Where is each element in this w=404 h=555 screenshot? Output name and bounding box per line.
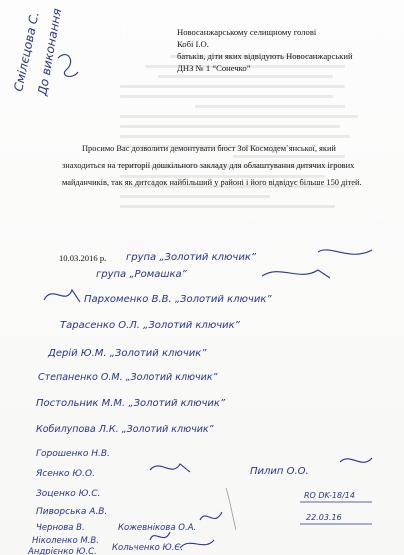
signature-1-flourish bbox=[318, 250, 372, 254]
signature-14: Чернова В. bbox=[36, 523, 85, 533]
signature-1: група „Золотий ключик” bbox=[126, 252, 257, 263]
registration-stamp bbox=[300, 491, 372, 524]
signature-7: Постольник М.М. „Золотий ключик” bbox=[36, 398, 226, 409]
signature-2: група „Ромашка” bbox=[96, 269, 187, 280]
letter-date: 10.03.2016 р. bbox=[59, 253, 107, 263]
signature-13: Пиворська А.В. bbox=[36, 507, 108, 517]
signature-5: Дерій Ю.М. „Золотий ключик” bbox=[48, 348, 207, 359]
margin-note-1: Смілєцова С. bbox=[11, 10, 42, 93]
signature-3-flourish bbox=[44, 290, 80, 302]
signature-10: Ясенко Ю.О. bbox=[36, 469, 95, 479]
signature-16: Андрієнко Ю.С. bbox=[28, 547, 97, 555]
signature-2-flourish bbox=[262, 270, 330, 278]
signature-9: Горошенко Н.В. bbox=[36, 449, 110, 459]
signature-17: Кожевнікова О.А. bbox=[118, 523, 197, 533]
signature-18: Кольченко Ю.Є. bbox=[112, 543, 184, 553]
pencil-mark bbox=[226, 488, 236, 530]
signature-11: Пилип О.О. bbox=[250, 466, 309, 477]
margin-note-2: До виконання bbox=[35, 7, 65, 97]
letter-body-paragraph: Просимо Вас дозволити демонтувати бюст Зої Космодем`янської, який знаходиться на території дошкільного закладу для облаштування дитячих ігрових майданчиків, так як дитсадок найбільший у районі і його відвідує більше 150 дітей. bbox=[62, 144, 362, 187]
stamp-date: 22.03.16 bbox=[306, 513, 342, 522]
signature-12: Зоценко Ю.С. bbox=[36, 489, 101, 499]
signature-21-flourish bbox=[180, 540, 214, 548]
signature-6: Степаненко О.М. „Золотий ключик” bbox=[38, 372, 218, 383]
addressee-line-3: батьків, діти яких відвідують Новосанжарський bbox=[177, 51, 353, 61]
signature-4: Тарасенко О.Л. „Золотий ключик” bbox=[60, 320, 240, 331]
signature-19-flourish bbox=[150, 532, 170, 540]
addressee-line-2: Кобі І.О. bbox=[177, 39, 209, 49]
addressee-line-1: Новосанжарському селищному голові bbox=[177, 27, 317, 37]
signature-3: Пархоменко В.В. „Золотий ключик” bbox=[84, 294, 272, 305]
stamp-number: RO DK-18/14 bbox=[304, 491, 355, 500]
signature-8: Кобилупова Л.К. „Золотий ключик” bbox=[36, 424, 214, 435]
signature-20-flourish bbox=[200, 512, 222, 520]
margin-signature-scribble bbox=[58, 55, 78, 77]
addressee-line-4: ДНЗ № 1 “Сонечко” bbox=[177, 63, 251, 73]
signature-15: Ніколенко М.В. bbox=[32, 536, 99, 546]
signature-11-flourish bbox=[150, 464, 190, 472]
signature-12-flourish bbox=[340, 458, 372, 462]
